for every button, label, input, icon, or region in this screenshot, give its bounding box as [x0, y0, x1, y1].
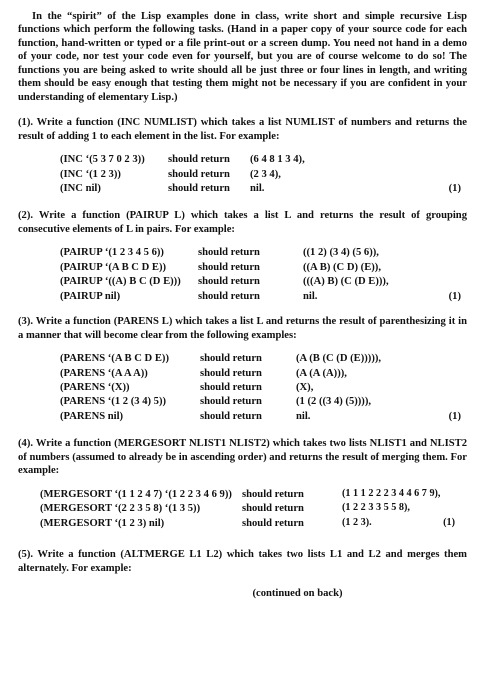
example-call: (PAIRUP ‘((A) B C (D E))) — [60, 276, 181, 288]
example-result — [303, 290, 467, 303]
question-2 — [18, 209, 467, 303]
example-result: (A (B (C (D (E))))), — [296, 353, 382, 365]
example-verb: should return — [198, 276, 260, 288]
example-result: ((A B) (C D) (E)), — [303, 261, 381, 273]
question-4 — [18, 437, 467, 530]
example-result: (1 (2 ((3 4) (5)))), — [296, 396, 372, 408]
example-result-text: nil. — [250, 182, 265, 194]
example-verb: should return — [200, 396, 262, 408]
question-1-examples — [60, 153, 467, 195]
question-4-examples — [40, 488, 461, 530]
question-4-marks: (1) — [443, 516, 455, 528]
example-verb: should return — [200, 353, 262, 365]
example-verb: should return — [198, 290, 260, 302]
question-1-text: (1). Write a function (INC NUMLIST) which takes a list NUMLIST of numbers and returns the result of adding 1 to each element in the list. For example: — [18, 117, 467, 142]
example-verb: should return — [198, 247, 260, 259]
example-call: (PARENS ‘(A B C D E)) — [60, 353, 169, 365]
intro-paragraph: In the “spirit” of the Lisp examples done in class, write short and simple recursive Lisp functions which perform the following tasks. (Hand in a paper copy of your source code for each function, hand-written or typed or a file print-out or a screen dump. You need not hand in a demo of your code, nor test your code even for yourself, but you are of course welcome to do so! The functions you are being asked to write should all be just three or four lines in length, and writing them should be easy enough that testing them might not be necessary if you are confident in your understanding of elementary Lisp.) — [18, 11, 467, 103]
example-result: (2 3 4), — [250, 168, 281, 180]
example-result — [250, 182, 467, 195]
question-1 — [18, 116, 467, 195]
example-verb: should return — [200, 367, 262, 379]
example-call: (PAIRUP nil) — [60, 290, 121, 302]
example-verb: should return — [168, 182, 230, 194]
example-call: (PARENS nil) — [60, 410, 124, 422]
example-result-text: nil. — [303, 290, 318, 302]
example-verb: should return — [198, 261, 260, 273]
example-verb: should return — [242, 488, 304, 500]
example-verb: should return — [168, 168, 230, 180]
example-call: (INC ‘(5 3 7 0 2 3)) — [60, 154, 145, 166]
example-result: (X), — [296, 381, 314, 393]
example-result: (((A) B) (C (D E))), — [303, 276, 389, 288]
example-call: (INC ‘(1 2 3)) — [60, 168, 121, 180]
example-result — [296, 410, 467, 423]
example-verb: should return — [242, 517, 304, 529]
example-verb: should return — [200, 410, 262, 422]
example-verb: should return — [168, 154, 230, 166]
example-result: ((1 2) (3 4) (5 6)), — [303, 247, 379, 259]
question-2-marks: (1) — [448, 290, 461, 302]
question-2-text: (2). Write a function (PAIRUP L) which takes a list L and returns the result of grouping consecutive elements of L in pairs. For example: — [18, 210, 467, 235]
example-result: (1 2 2 3 3 5 5 8), — [342, 502, 410, 514]
question-3-text: (3). Write a function (PARENS L) which takes a list L and returns the result of parenthesizing it in a manner that will become clear from the following examples: — [18, 316, 467, 341]
question-4-text: (4). Write a function (MERGESORT NLIST1 NLIST2) which takes two lists NLIST1 and NLIST2 of numbers (assumed to already be in ascending order) and returns the result of merging them. For example: — [18, 438, 467, 477]
example-call: (MERGESORT ‘(1 1 2 4 7) ‘(1 2 2 3 4 6 9)) — [40, 488, 232, 500]
example-call: (INC nil) — [60, 182, 101, 194]
question-3-marks: (1) — [448, 410, 461, 422]
question-3-examples — [60, 352, 467, 423]
example-result: (1 1 1 2 2 2 3 4 4 6 7 9), — [342, 487, 441, 499]
continued-note: (continued on back) — [252, 587, 343, 599]
example-result: (6 4 8 1 3 4), — [250, 154, 305, 166]
example-call: (PAIRUP ‘(1 2 3 4 5 6)) — [60, 247, 164, 259]
example-call: (MERGESORT ‘(2 2 3 5 8) ‘(1 3 5)) — [40, 503, 201, 515]
example-result-text: nil. — [296, 410, 311, 422]
example-verb: should return — [200, 381, 262, 393]
example-call: (PARENS ‘(X)) — [60, 381, 130, 393]
question-2-examples — [60, 246, 467, 303]
example-result-text: (1 2 3). — [342, 516, 372, 528]
question-5 — [18, 548, 467, 575]
example-call: (PAIRUP ‘(A B C D E)) — [60, 261, 167, 273]
question-1-marks: (1) — [448, 182, 461, 194]
example-call: (PARENS ‘(1 2 (3 4) 5)) — [60, 396, 167, 408]
question-3 — [18, 315, 467, 423]
example-result — [342, 517, 461, 530]
question-5-text: (5). Write a function (ALTMERGE L1 L2) which takes two lists L1 and L2 and merges them alternately. For example: — [18, 549, 467, 574]
example-call: (MERGESORT ‘(1 2 3) nil) — [40, 517, 165, 529]
example-result: (A (A (A))), — [296, 367, 347, 379]
example-verb: should return — [242, 503, 304, 515]
example-call: (PARENS ‘(A A A)) — [60, 367, 148, 379]
